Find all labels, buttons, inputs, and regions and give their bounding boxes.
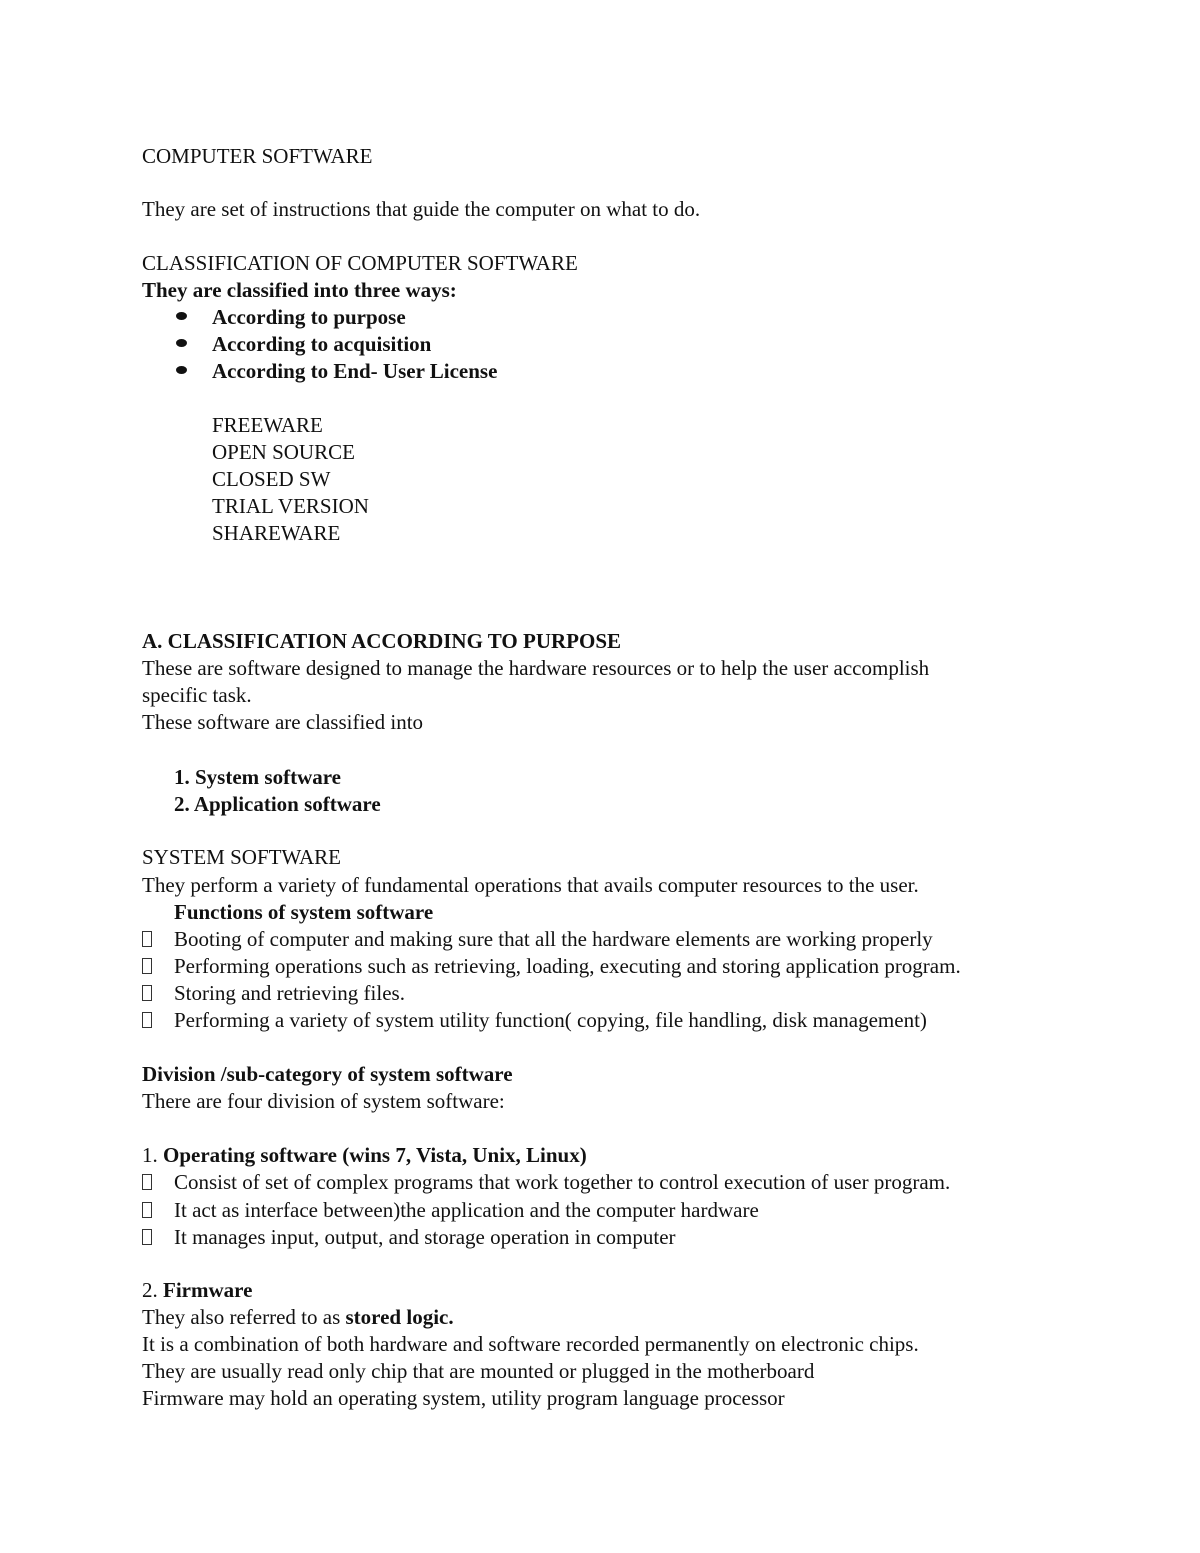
- missing-glyph-icon: [142, 1012, 152, 1028]
- bullet-icon: [176, 312, 187, 320]
- section-a-desc: These are software designed to manage the hardware resources or to help the user accomplish: [142, 656, 930, 680]
- numbered-item: 2. Application software: [174, 792, 381, 816]
- missing-glyph-icon: [142, 1229, 152, 1245]
- classification-bullet: According to End- User License: [212, 359, 498, 383]
- division-item-1: [142, 1142, 587, 1169]
- license-type: CLOSED SW: [212, 467, 331, 491]
- firmware-line: Firmware may hold an operating system, utility program language processor: [142, 1386, 785, 1410]
- functions-heading: Functions of system software: [174, 900, 434, 924]
- division-point: It act as interface between)the application and the computer hardware: [174, 1198, 759, 1222]
- classification-subheading: They are classified into three ways:: [142, 278, 457, 302]
- firmware-line: It is a combination of both hardware and software recorded permanently on electronic chips.: [142, 1332, 919, 1356]
- missing-glyph-icon: [142, 958, 152, 974]
- missing-glyph-icon: [142, 1174, 152, 1190]
- division-point: It manages input, output, and storage operation in computer: [174, 1225, 676, 1249]
- classification-heading: CLASSIFICATION OF COMPUTER SOFTWARE: [142, 251, 578, 275]
- license-type: SHAREWARE: [212, 521, 341, 545]
- system-software-heading: SYSTEM SOFTWARE: [142, 845, 341, 869]
- license-type: TRIAL VERSION: [212, 494, 369, 518]
- division-item-2: [142, 1277, 252, 1304]
- item-title: Firmware: [163, 1278, 253, 1302]
- numbered-item: 1. System software: [174, 765, 341, 789]
- classification-bullet: According to purpose: [212, 305, 406, 329]
- function-item: Performing a variety of system utility function( copying, file handling, disk management): [174, 1008, 927, 1032]
- system-software-desc: They perform a variety of fundamental operations that avails computer resources to the user.: [142, 873, 919, 897]
- bullet-icon: [176, 366, 187, 374]
- division-point: Consist of set of complex programs that work together to control execution of user program.: [174, 1170, 951, 1194]
- classification-bullet: According to acquisition: [212, 332, 432, 356]
- page-title: COMPUTER SOFTWARE: [142, 144, 373, 168]
- function-item: Storing and retrieving files.: [174, 981, 405, 1005]
- firmware-emphasis: stored logic.: [345, 1305, 454, 1329]
- division-heading: Division /sub-category of system software: [142, 1062, 513, 1086]
- division-desc: There are four division of system software:: [142, 1089, 505, 1113]
- item-title: Operating software (wins 7, Vista, Unix, Linux): [163, 1143, 587, 1167]
- section-a-heading: A. CLASSIFICATION ACCORDING TO PURPOSE: [142, 629, 622, 653]
- function-item: Booting of computer and making sure that all the hardware elements are working properly: [174, 927, 933, 951]
- license-type: OPEN SOURCE: [212, 440, 355, 464]
- bullet-icon: [176, 339, 187, 347]
- firmware-line: They are usually read only chip that are mounted or plugged in the motherboard: [142, 1359, 815, 1383]
- item-number: 2.: [142, 1278, 163, 1302]
- missing-glyph-icon: [142, 1202, 152, 1218]
- missing-glyph-icon: [142, 931, 152, 947]
- intro-text: They are set of instructions that guide the computer on what to do.: [142, 197, 701, 221]
- section-a-desc: specific task.: [142, 683, 252, 707]
- missing-glyph-icon: [142, 985, 152, 1001]
- firmware-text: They also referred to as: [142, 1305, 346, 1329]
- item-number: 1.: [142, 1143, 163, 1167]
- license-type: FREEWARE: [212, 413, 323, 437]
- firmware-line: [142, 1304, 454, 1331]
- function-item: Performing operations such as retrieving, loading, executing and storing application program.: [174, 954, 961, 978]
- section-a-desc: These software are classified into: [142, 710, 424, 734]
